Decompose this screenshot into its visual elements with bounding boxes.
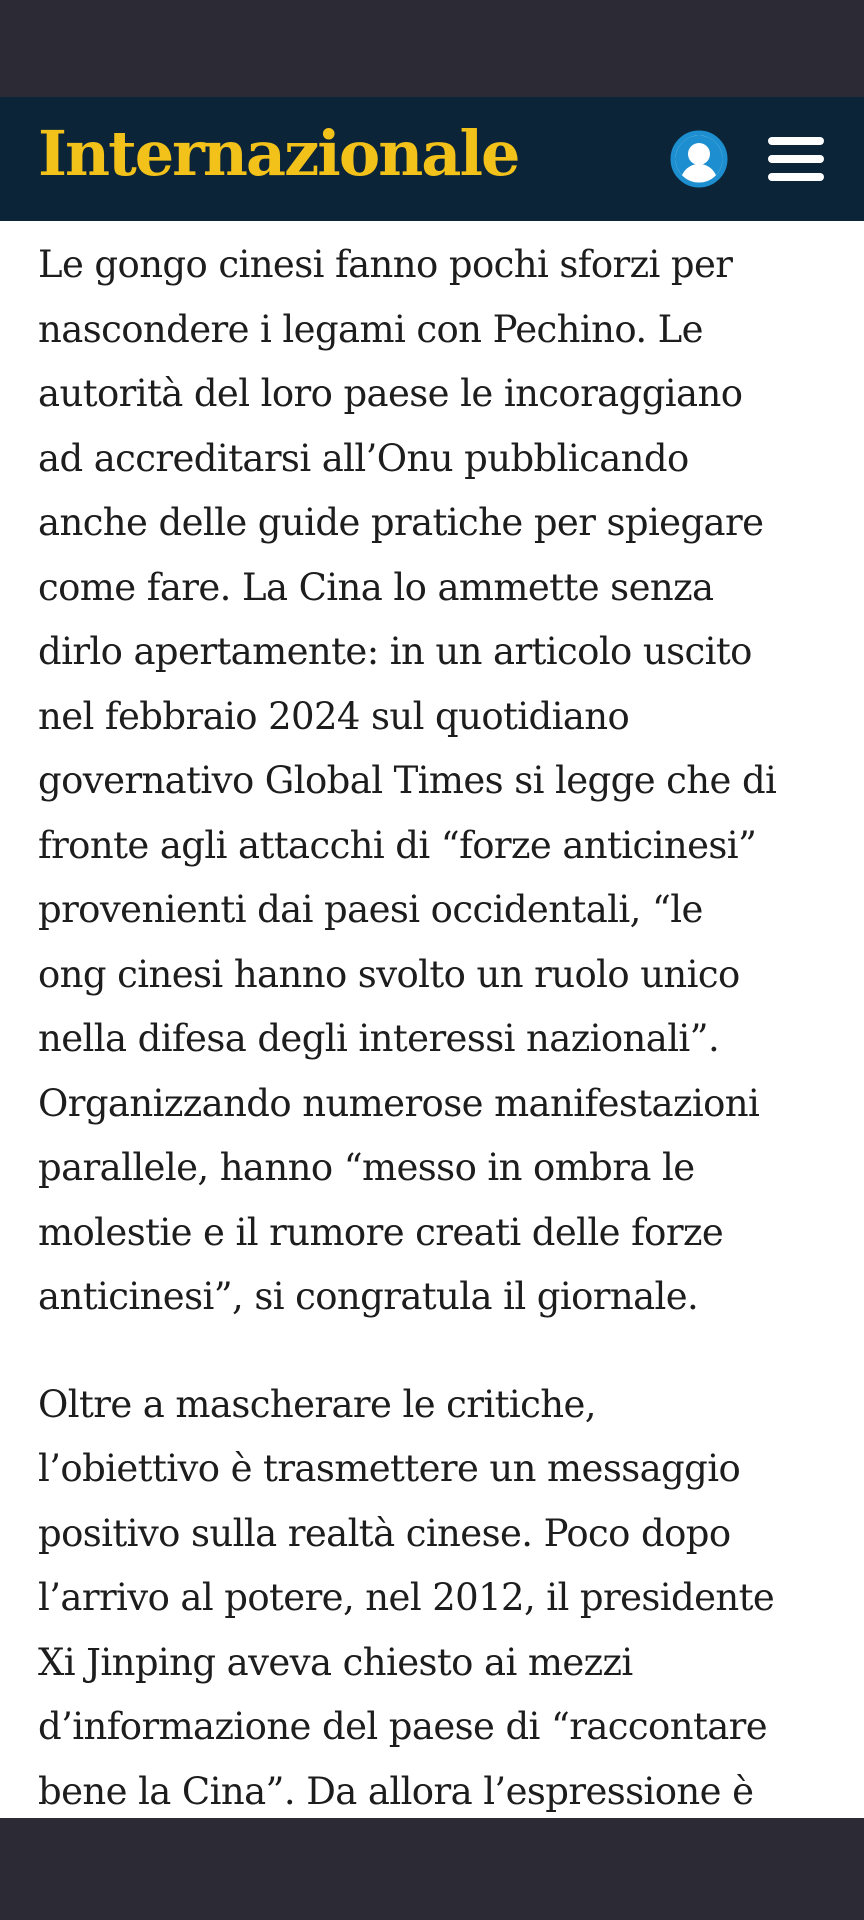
text-line: ad accreditarsi all’Onu pubblicando <box>38 436 689 480</box>
text-line: nella difesa degli interessi nazionali”. <box>38 1017 720 1060</box>
text-line: parallele, hanno “messo in ombra le <box>38 1146 695 1189</box>
system-navigation-bar <box>0 1818 864 1920</box>
article-paragraph <box>38 1373 838 1819</box>
menu-button[interactable] <box>768 135 824 183</box>
article-paragraph <box>38 233 838 1330</box>
text-line: Le gongo cinesi fanno pochi sforzi per <box>38 243 733 286</box>
text-line: Organizzando numerose manifestazioni <box>38 1081 760 1125</box>
text-line: l’obiettivo è trasmettere un messaggio <box>38 1447 741 1490</box>
text-line: anche delle guide pratiche per spiegare <box>38 501 764 544</box>
text-line: dirlo apertamente: in un articolo uscito <box>38 630 752 673</box>
text-line: nascondere i legami con Pechino. Le <box>38 307 703 351</box>
text-line: fronte agli attacchi di “forze anticinesi” <box>38 823 757 867</box>
text-line: autorità del loro paese le incoraggiano <box>38 372 743 415</box>
text-line: anticinesi”, si congratula il giornale. <box>38 1275 699 1318</box>
site-logo[interactable]: Internazionale <box>38 117 519 190</box>
article-body <box>38 233 838 1818</box>
menu-bar-middle <box>768 155 824 163</box>
text-line: nel febbraio 2024 sul quotidiano <box>38 694 630 738</box>
text-line: governativo Global Times si legge che di <box>38 759 777 802</box>
text-line: provenienti dai paesi occidentali, “le <box>38 888 703 931</box>
status-bar <box>0 0 864 97</box>
user-account-icon <box>670 130 728 188</box>
text-line: Oltre a mascherare le critiche, <box>38 1382 596 1426</box>
text-line: l’arrivo al potere, nel 2012, il presidente <box>38 1576 775 1619</box>
text-line: come fare. La Cina lo ammette senza <box>38 565 714 609</box>
site-header <box>0 97 864 221</box>
text-line: d’informazione del paese di “raccontare <box>38 1705 768 1748</box>
text-line: molestie e il rumore creati delle forze <box>38 1210 724 1254</box>
account-button[interactable] <box>670 130 728 188</box>
text-line: Xi Jinping aveva chiesto ai mezzi <box>38 1640 633 1684</box>
menu-bar-top <box>768 137 824 145</box>
text-line: bene la Cina”. Da allora l’espressione è <box>38 1769 754 1813</box>
text-line: ong cinesi hanno svolto un ruolo unico <box>38 952 740 996</box>
text-line: positivo sulla realtà cinese. Poco dopo <box>38 1511 731 1555</box>
menu-bar-bottom <box>768 173 824 181</box>
